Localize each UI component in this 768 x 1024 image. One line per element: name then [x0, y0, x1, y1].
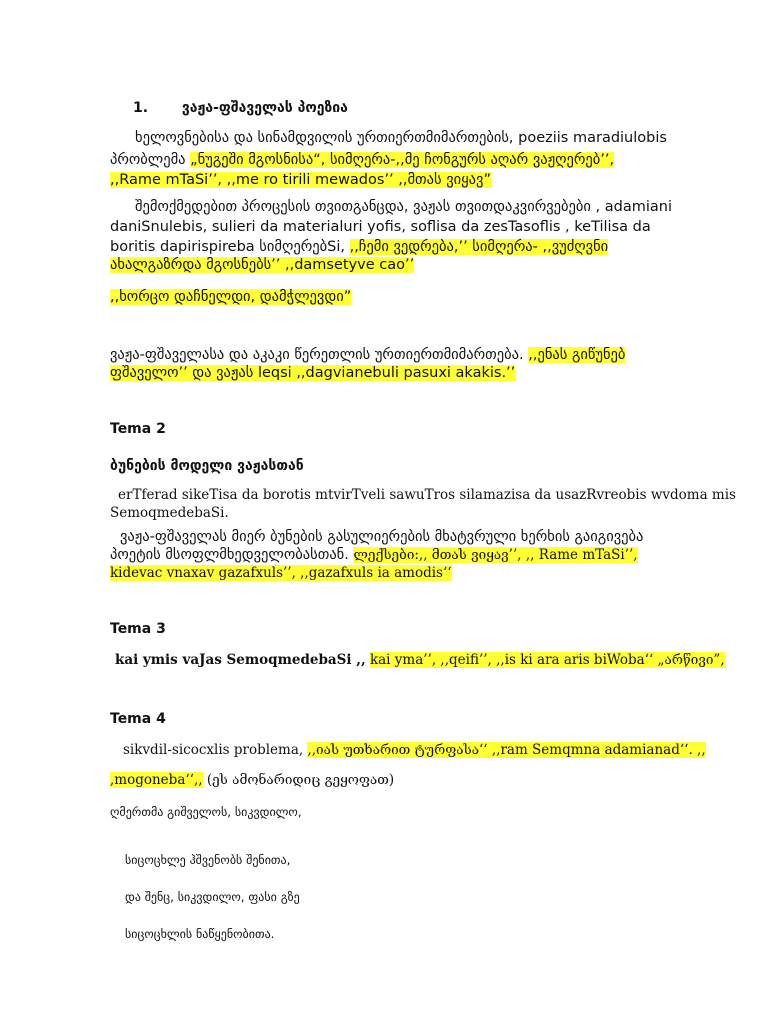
tema-3-line — [115, 650, 725, 670]
tema-2-line-3: ვაჟა-ფშაველას მიერ ბუნების გასულიერების მხატვრული ხერხის გაიგივება — [120, 529, 644, 545]
heading-1-number: 1. — [133, 100, 149, 116]
tema-2-line-5 — [110, 563, 452, 583]
p1-highlight-2: ,,Rame mTaSi’’, ,,me ro tirili mewados’’ ,,მთას ვიყავ” — [110, 172, 491, 188]
p4-line-1-text: ვაჟა-ფშაველასა და აკაკი წერეთლის ურთიერთმიმართება. — [110, 347, 529, 363]
p3-highlight: ,,ხორცო დაჩნელდი, დამჭლევდი” — [110, 289, 352, 305]
poem-line-1: ღმერთმა გიშველოს, სიკვდილო, — [110, 805, 302, 819]
tema-2-highlight-2: kidevac vnaxav gazafxuls’’, ,,gazafxuls ia amodis‘‘ — [110, 565, 452, 581]
tema-2-line-4 — [110, 545, 638, 565]
tema-4-line-1 — [123, 740, 706, 760]
tema-4-line-1-text: sikvdil-sicocxlis problema, — [123, 742, 308, 758]
tema-4-line-2 — [110, 770, 394, 790]
p2-line-4 — [110, 255, 414, 275]
p2-line-1: შემოქმედებით პროცესის თვითგანცდა, ვაჟას თვითდაკვირვებები , adamiani — [135, 199, 672, 215]
tema-3-text: kai ymis vaJas SemoqmedebaSi ,, — [115, 652, 366, 668]
p1-line-1: ხელოვნებისა და სინამდვილის ურთიერთმიმართების, poeziis maradiulobis — [135, 130, 667, 146]
p1-line-3 — [110, 170, 491, 190]
p3-line — [110, 287, 351, 307]
p4-highlight-2: ფშაველო’’ და ვაჟას leqsi ,,dagvianebuli pasuxi akakis.’’ — [110, 365, 516, 381]
p1-line-2-text: პრობლემა — [110, 152, 191, 168]
poem-line-4: სიცოცხლის ნაწყენობითა. — [125, 927, 275, 941]
p4-highlight-1: ,,ენას გიწუნებ — [528, 347, 626, 363]
p2-line-2: daniSnulebis, sulieri da materialuri yofis, soflisa da zesTasoflis , keTilisa da — [110, 219, 651, 235]
p2-line-3-text: boritis dapirispireba სიმღერებSi, — [110, 239, 350, 255]
p2-line-3 — [110, 237, 608, 257]
tema-2-line-2: SemoqmedebaSi. — [110, 505, 229, 521]
poem-line-2: სიცოცხლე ჰშვენობს შენითა, — [125, 853, 291, 867]
tema-2-title: Tema 2 — [110, 421, 166, 437]
p1-highlight-1: „ნუგეში მგოსნისა“, სიმღერა-,,მე ჩონგურს აღარ ვაჟღერებ’’, — [190, 152, 615, 168]
p4-line-2 — [110, 363, 515, 383]
tema-4-highlight-2: ,mogoneba‘‘,, — [110, 772, 203, 788]
heading-1-text: ვაჟა-ფშაველას პოეზია — [181, 100, 348, 116]
p2-highlight-1: ,,ჩემი ვედრება,’’ სიმღერა- ,,ვუძღვნი — [349, 239, 609, 255]
p4-line-1 — [110, 345, 625, 365]
tema-2-line-1: erTferad sikeTisa da borotis mtvirTveli sawuTros silamazisa da usazRvreobis wvdoma mis — [118, 487, 736, 503]
tema-4-title: Tema 4 — [110, 711, 166, 727]
heading-1 — [133, 98, 348, 118]
tema-4-line-2-text: (ეს ამონარიდიც გეყოფათ) — [206, 772, 395, 788]
p2-highlight-2: ახალგაზრდა მგოსნებს’’ ,,damsetyve cao’’ — [110, 257, 415, 273]
p1-line-2 — [110, 150, 614, 170]
tema-3-highlight: kai yma’’, ,,qeifi’’, ,,is ki ara aris biWoba‘‘ „არწივი”, — [369, 652, 725, 668]
tema-2-highlight-1: ლექსები:,, მთას ვიყავ’’, ,, Rame mTaSi’’, — [353, 547, 638, 563]
tema-2-subtitle: ბუნების მოდელი ვაჟასთან — [110, 458, 304, 474]
tema-4-highlight-1: ,,იას უთხარით ტურფასა‘‘ ,,ram Semqmna adamianad‘‘. ,, — [307, 742, 706, 758]
tema-2-line-4-text: პოეტის მსოფლმხედველობასთან. — [110, 547, 354, 563]
poem-line-3: და შენც, სიკვდილო, ფასი გზე — [125, 890, 300, 904]
tema-3-title: Tema 3 — [110, 621, 166, 637]
